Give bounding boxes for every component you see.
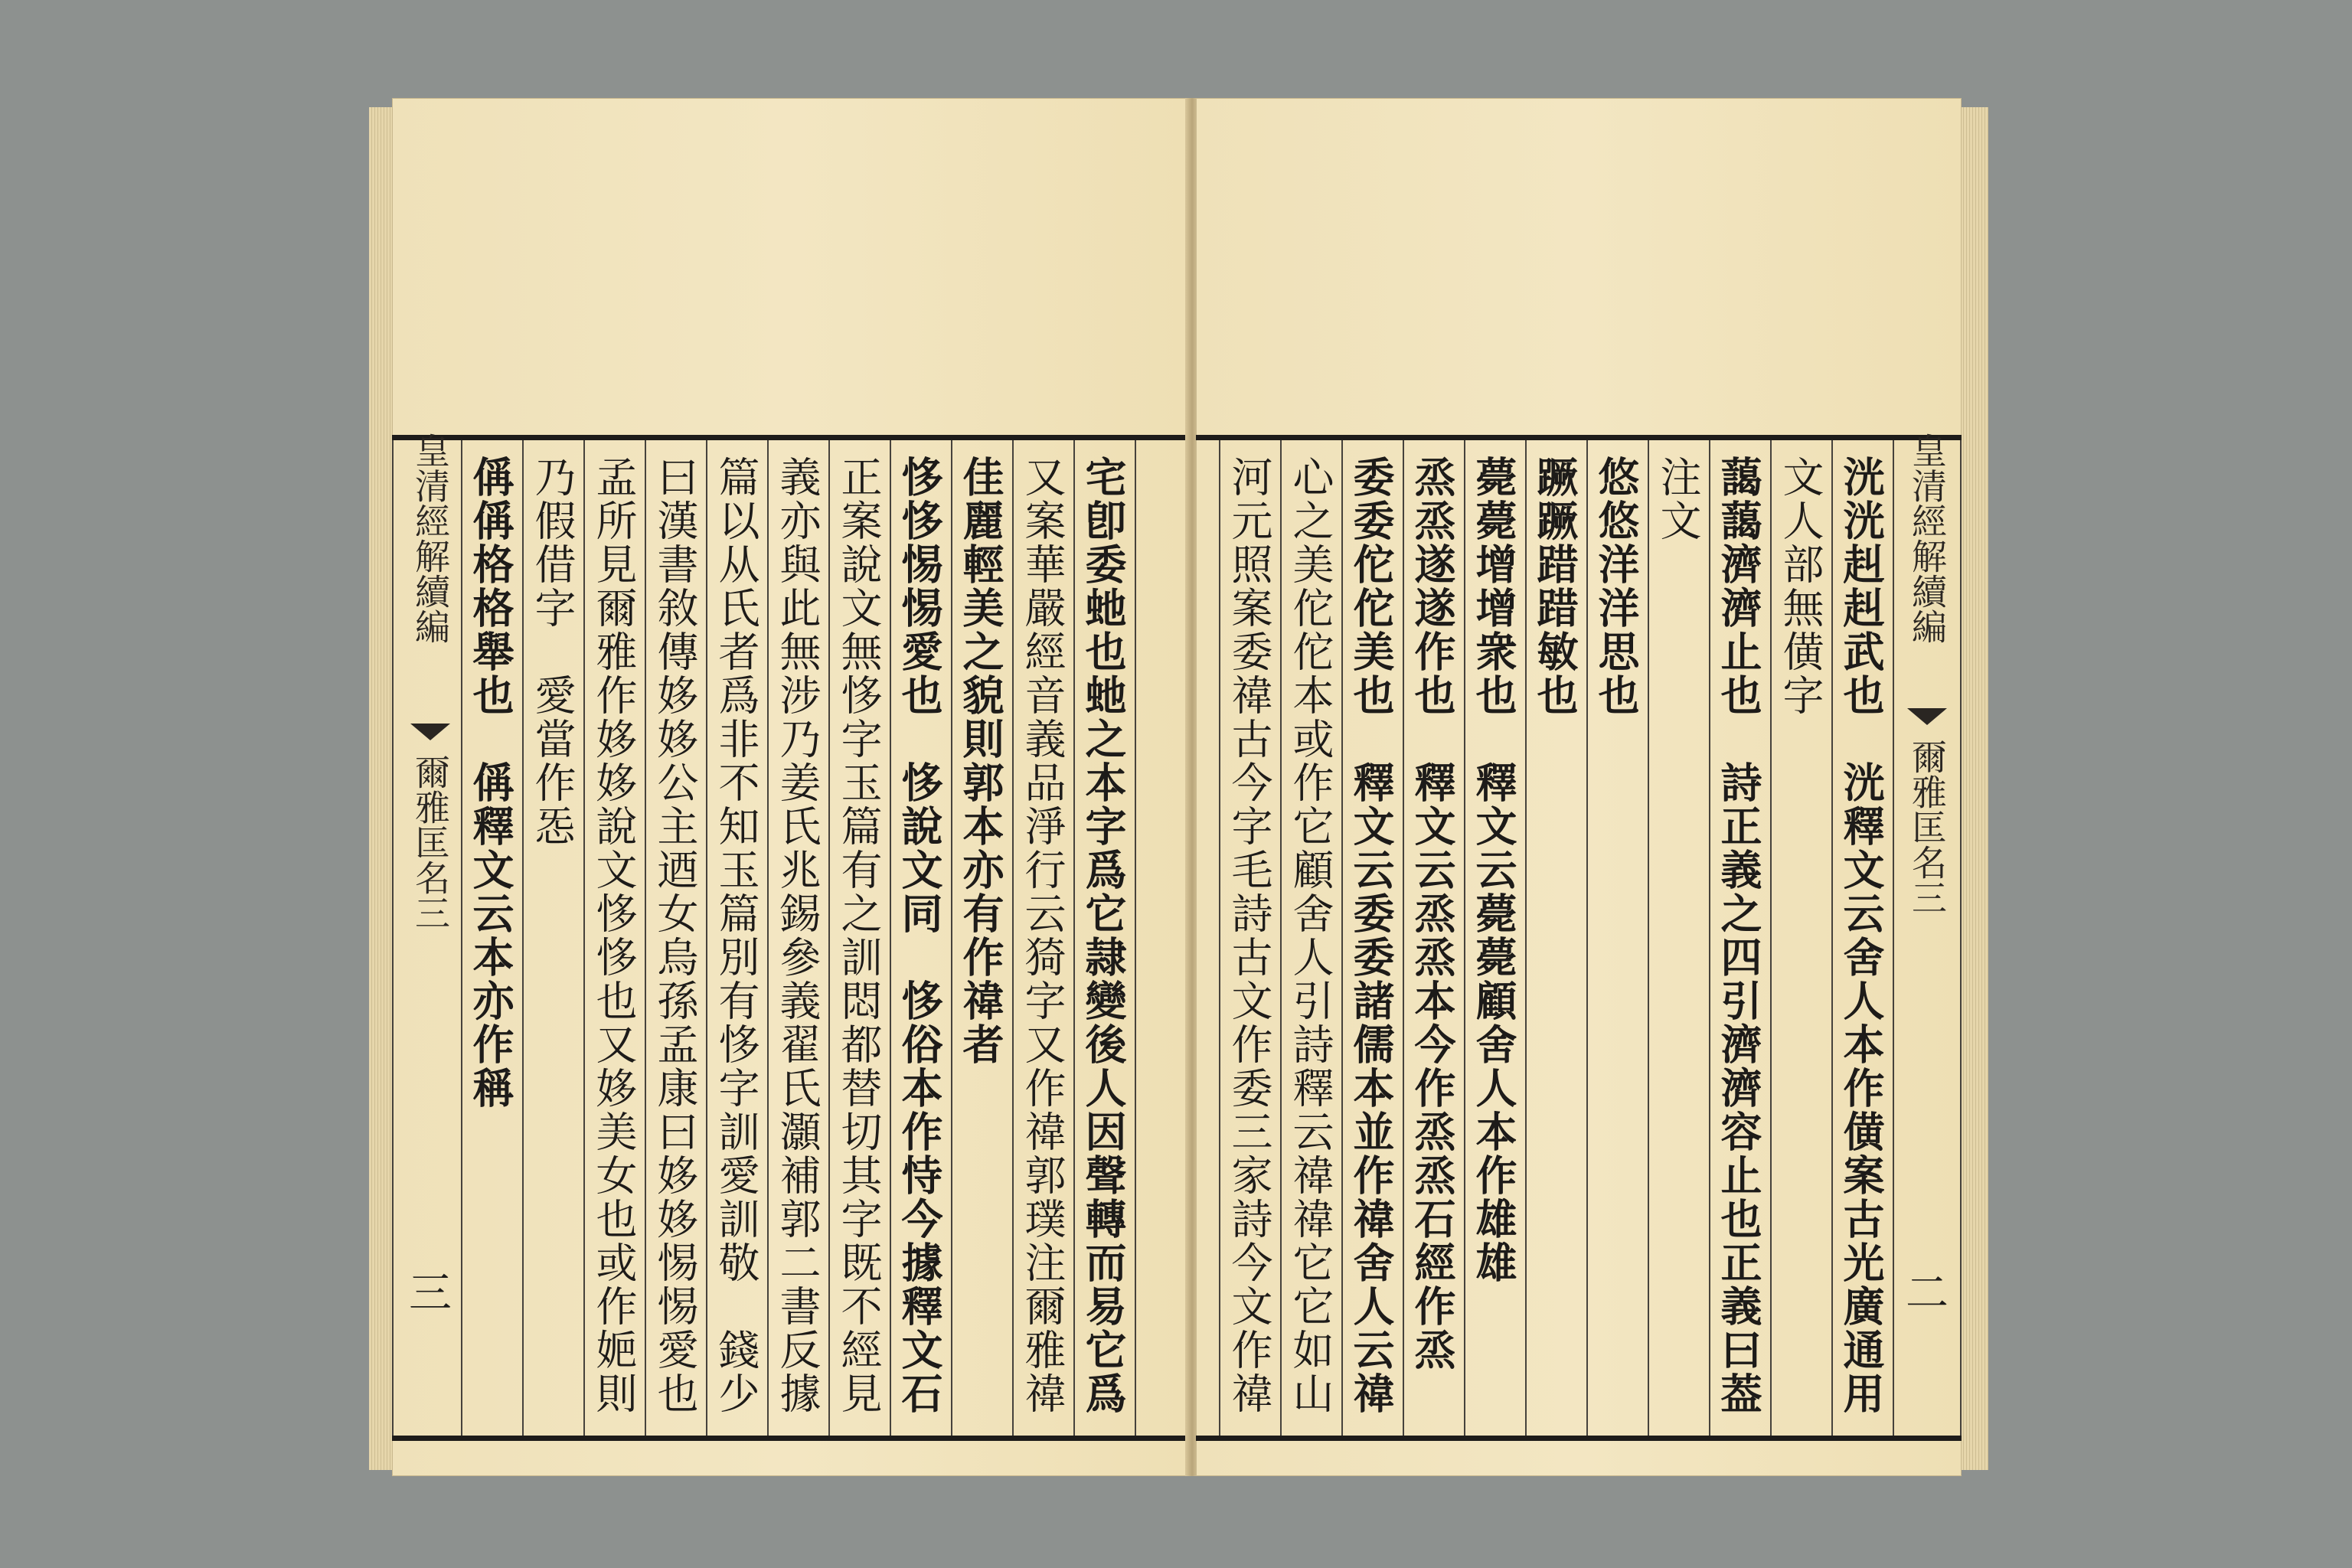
section-title: 爾雅匡名三 xyxy=(410,754,451,930)
text-column: 藹藹濟濟止也 詩正義之四引濟濟容止也正義曰葢 xyxy=(1714,456,1763,1416)
open-book xyxy=(369,84,1988,1493)
running-title: 皇清經解續編 xyxy=(410,433,451,644)
right-page xyxy=(1196,98,1962,1476)
text-column: 河元照案委禕古今字毛詩古文作委三家詩今文作禕 xyxy=(1225,456,1273,1416)
text-column: 洸洸赳赳武也 洸釋文云舍人本作僙案古光廣通用 xyxy=(1837,456,1886,1416)
text-column: 薨薨增增衆也 釋文云薨薨顧舍人本作雄雄 xyxy=(1469,456,1518,1285)
text-column: 委委佗佗美也 釋文云委委諸儒本並作禕舍人云禕 xyxy=(1347,456,1396,1416)
text-column: 正案說文無恀字玉篇有之訓悶都替切其字既不經見 xyxy=(835,456,883,1416)
fishtail-mark xyxy=(1907,708,1947,725)
right-text-frame xyxy=(1196,435,1962,1441)
text-column: 曰漢書敘傳姼姼公主迺女烏孫孟康曰姼姼惕惕愛也 xyxy=(651,456,699,1416)
left-text-frame xyxy=(392,435,1188,1441)
text-column: 佳麗輕美之貌則郭本亦有作禕者 xyxy=(956,456,1005,1067)
section-title: 爾雅匡名三 xyxy=(1906,739,1948,915)
running-title: 皇清經解續編 xyxy=(1906,433,1948,644)
page-number: 二 xyxy=(1906,1269,1949,1318)
text-column: 烝烝遂遂作也 釋文云烝烝本今作烝烝石經作烝 xyxy=(1408,456,1457,1372)
page-number: 三 xyxy=(409,1269,452,1318)
text-column: 悠悠洋洋思也 xyxy=(1592,456,1641,717)
text-column: 又案華嚴經音義品淨行云猗字又作禕郭璞注爾雅禕 xyxy=(1018,456,1067,1416)
text-column: 恀恀惕惕愛也 恀說文同 恀俗本作恃今據釋文石 xyxy=(895,456,944,1416)
text-column: 孟所見爾雅作姼姼說文恀恀也又姼美女也或作㛂則 xyxy=(590,456,638,1416)
text-column: 偁偁格格舉也 偁釋文云本亦作稱 xyxy=(466,456,515,1110)
left-page xyxy=(392,98,1188,1476)
text-column: 乃假借字 愛當作㤅 xyxy=(528,456,577,848)
text-column: 篇以从氏者爲非不知玉篇別有恀字訓愛訓敬 錢少 xyxy=(712,456,760,1416)
fishtail-mark xyxy=(410,724,450,740)
text-column: 文人部無僙字 xyxy=(1776,456,1824,717)
text-column: 義亦與此無涉乃姜氏兆錫參義翟氏灝補郭二書反據 xyxy=(773,456,822,1416)
text-column: 蹶蹶踖踖敏也 xyxy=(1530,456,1579,717)
text-column: 注文 xyxy=(1654,456,1702,543)
text-column: 心之美佗佗本或作它顧舍人引詩釋云禕禕它它如山 xyxy=(1286,456,1334,1416)
text-column: 宅卽委虵也虵之本字爲它隷變後人因聲轉而易它爲 xyxy=(1079,456,1128,1416)
